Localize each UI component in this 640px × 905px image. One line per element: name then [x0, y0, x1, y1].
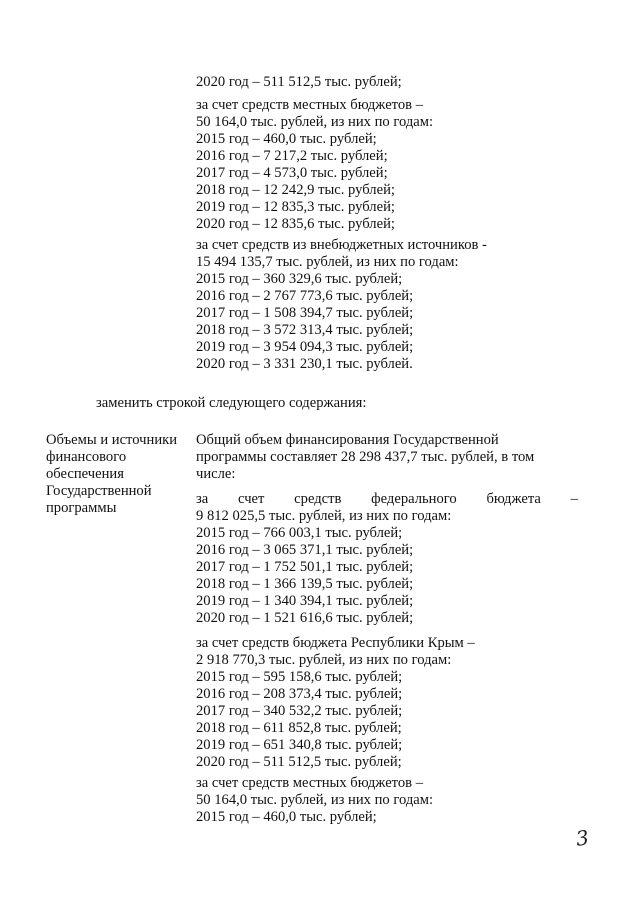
- word: за: [196, 491, 209, 507]
- text-line: за счет средств бюджета Республики Крым –: [196, 635, 475, 651]
- text-line: 2020 год – 511 512,5 тыс. рублей;: [196, 754, 402, 770]
- text-line: 2016 год – 208 373,4 тыс. рублей;: [196, 686, 403, 702]
- text-line: 2019 год – 12 835,3 тыс. рублей;: [196, 199, 395, 215]
- text-line: 2018 год – 1 366 139,5 тыс. рублей;: [196, 576, 414, 592]
- word: средств: [294, 491, 342, 507]
- text-line: 2015 год – 360 329,6 тыс. рублей;: [196, 271, 403, 287]
- text-line: числе:: [196, 466, 236, 482]
- text-line: 9 812 025,5 тыс. рублей, из них по годам:: [196, 508, 452, 524]
- text-line: 2019 год – 1 340 394,1 тыс. рублей;: [196, 593, 414, 609]
- word: бюджета: [486, 491, 541, 507]
- left-cell-line: обеспечения: [46, 466, 124, 482]
- text-line: за счет средств местных бюджетов –: [196, 97, 423, 113]
- word: счет: [238, 491, 265, 507]
- text-line: 2015 год – 766 003,1 тыс. рублей;: [196, 525, 403, 541]
- word: –: [570, 491, 578, 507]
- text-line: 2019 год – 3 954 094,3 тыс. рублей;: [196, 339, 414, 355]
- text-line: 2017 год – 340 532,2 тыс. рублей;: [196, 703, 403, 719]
- left-cell-line: Государственной: [46, 483, 152, 499]
- text-line: 2016 год – 2 767 773,6 тыс. рублей;: [196, 288, 414, 304]
- text-line: 2015 год – 460,0 тыс. рублей;: [196, 131, 377, 147]
- left-cell-line: программы: [46, 500, 117, 516]
- word: федерального: [371, 491, 457, 507]
- text-line: 50 164,0 тыс. рублей, из них по годам:: [196, 114, 434, 130]
- text-line: 2017 год – 1 508 394,7 тыс. рублей;: [196, 305, 414, 321]
- text-line: 2016 год – 7 217,2 тыс. рублей;: [196, 148, 388, 164]
- text-line: 2018 год – 12 242,9 тыс. рублей;: [196, 182, 395, 198]
- text-line: 2016 год – 3 065 371,1 тыс. рублей;: [196, 542, 414, 558]
- text-line: 2015 год – 595 158,6 тыс. рублей;: [196, 669, 403, 685]
- text-line: 2017 год – 4 573,0 тыс. рублей;: [196, 165, 388, 181]
- text-line: 2020 год – 3 331 230,1 тыс. рублей.: [196, 356, 413, 372]
- text-line: 2018 год – 611 852,8 тыс. рублей;: [196, 720, 402, 736]
- text-line: 2020 год – 12 835,6 тыс. рублей;: [196, 216, 395, 232]
- federal-budget-line: [196, 491, 578, 508]
- text-line: 2020 год – 1 521 616,6 тыс. рублей;: [196, 610, 414, 626]
- text-line: Общий объем финансирования Государственной: [196, 432, 499, 448]
- text-line: 50 164,0 тыс. рублей, из них по годам:: [196, 792, 434, 808]
- text-line: 15 494 135,7 тыс. рублей, из них по годам:: [196, 254, 459, 270]
- text-line: за счет средств местных бюджетов –: [196, 775, 423, 791]
- text-line: 2020 год – 511 512,5 тыс. рублей;: [196, 74, 402, 90]
- replace-instruction: заменить строкой следующего содержания:: [96, 395, 367, 411]
- text-line: за счет средств из внебюджетных источников -: [196, 237, 487, 253]
- text-line: 2 918 770,3 тыс. рублей, из них по годам:: [196, 652, 452, 668]
- text-line: 2018 год – 3 572 313,4 тыс. рублей;: [196, 322, 414, 338]
- left-cell-line: Объемы и источники: [46, 432, 178, 448]
- text-line: 2015 год – 460,0 тыс. рублей;: [196, 809, 377, 825]
- text-line: 2019 год – 651 340,8 тыс. рублей;: [196, 737, 403, 753]
- page-number: 3: [574, 825, 591, 851]
- left-cell-line: финансового: [46, 449, 127, 465]
- text-line: 2017 год – 1 752 501,1 тыс. рублей;: [196, 559, 414, 575]
- text-line: программы составляет 28 298 437,7 тыс. рублей, в том: [196, 449, 535, 465]
